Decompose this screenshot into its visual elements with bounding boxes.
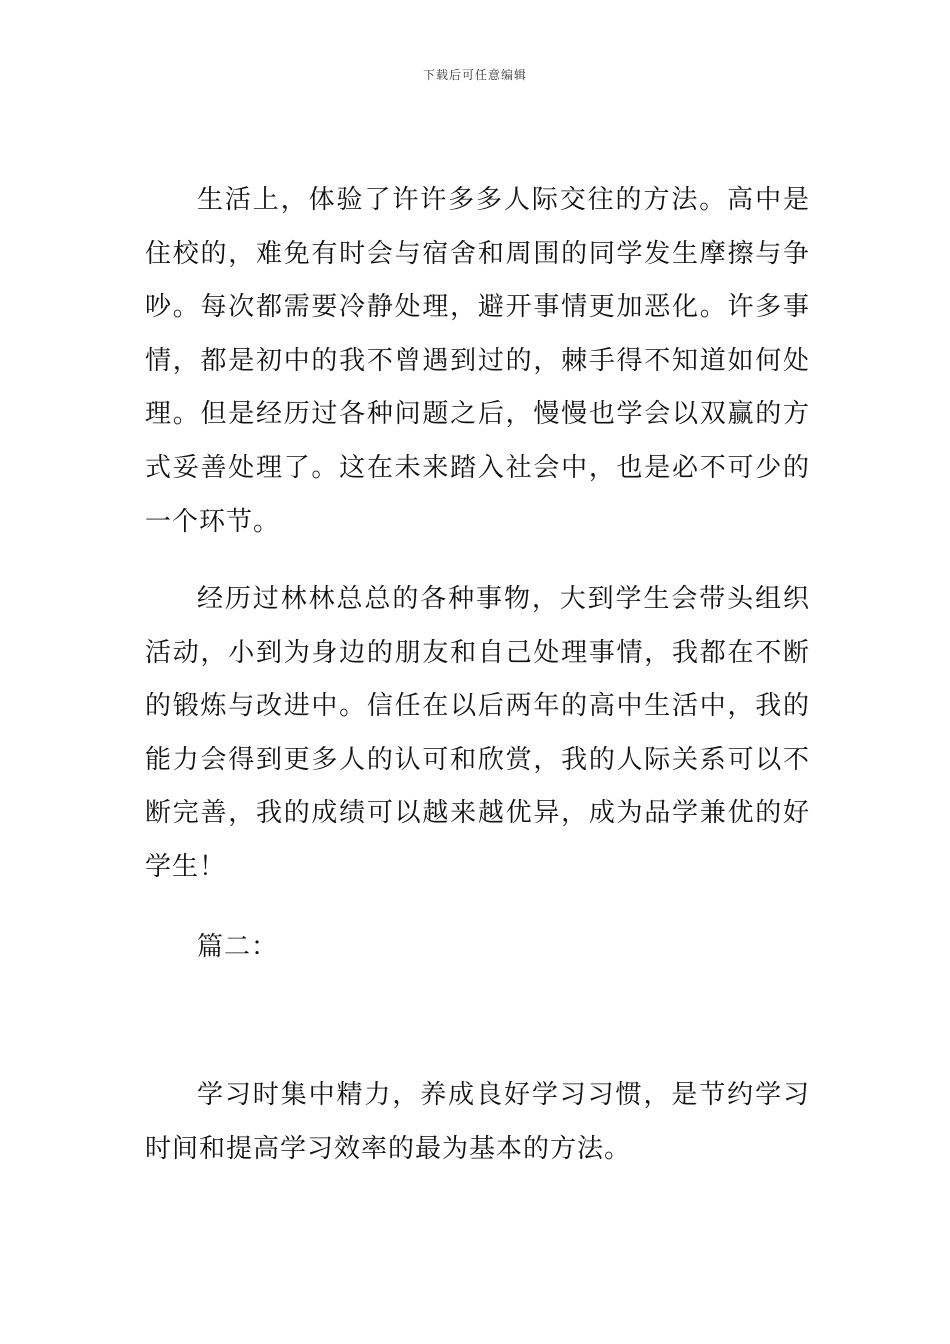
- body-paragraph-2: 经历过林林总总的各种事物，大到学生会带头组织活动，小到为身边的朋友和自己处理事情，我都在不断的锻炼与改进中。信任在以后两年的高中生活中，我的能力会得到更多人的认可和欣赏，我的人际关系可以不断完善，我的成绩可以越来越优异，成为品学兼优的好学生！: [145, 584, 810, 882]
- body-paragraph-3: 学习时集中精力，养成良好学习习惯，是节约学习时间和提高学习效率的最为基本的方法。: [145, 1080, 810, 1164]
- header-note: 下载后可任意编辑: [422, 68, 527, 82]
- body-paragraph-1: 生活上，体验了许许多多人际交往的方法。高中是住校的，难免有时会与宿舍和周围的同学发生摩擦与争吵。每次都需要冷静处理，避开事情更加恶化。许多事情，都是初中的我不曾遇到过的，棘手得不知道如何处理。但是经历过各种问题之后，慢慢也学会以双赢的方式妥善处理了。这在未来踏入社会中，也是必不可少的一个环节。: [145, 185, 810, 537]
- section-heading: 篇二：: [197, 932, 279, 962]
